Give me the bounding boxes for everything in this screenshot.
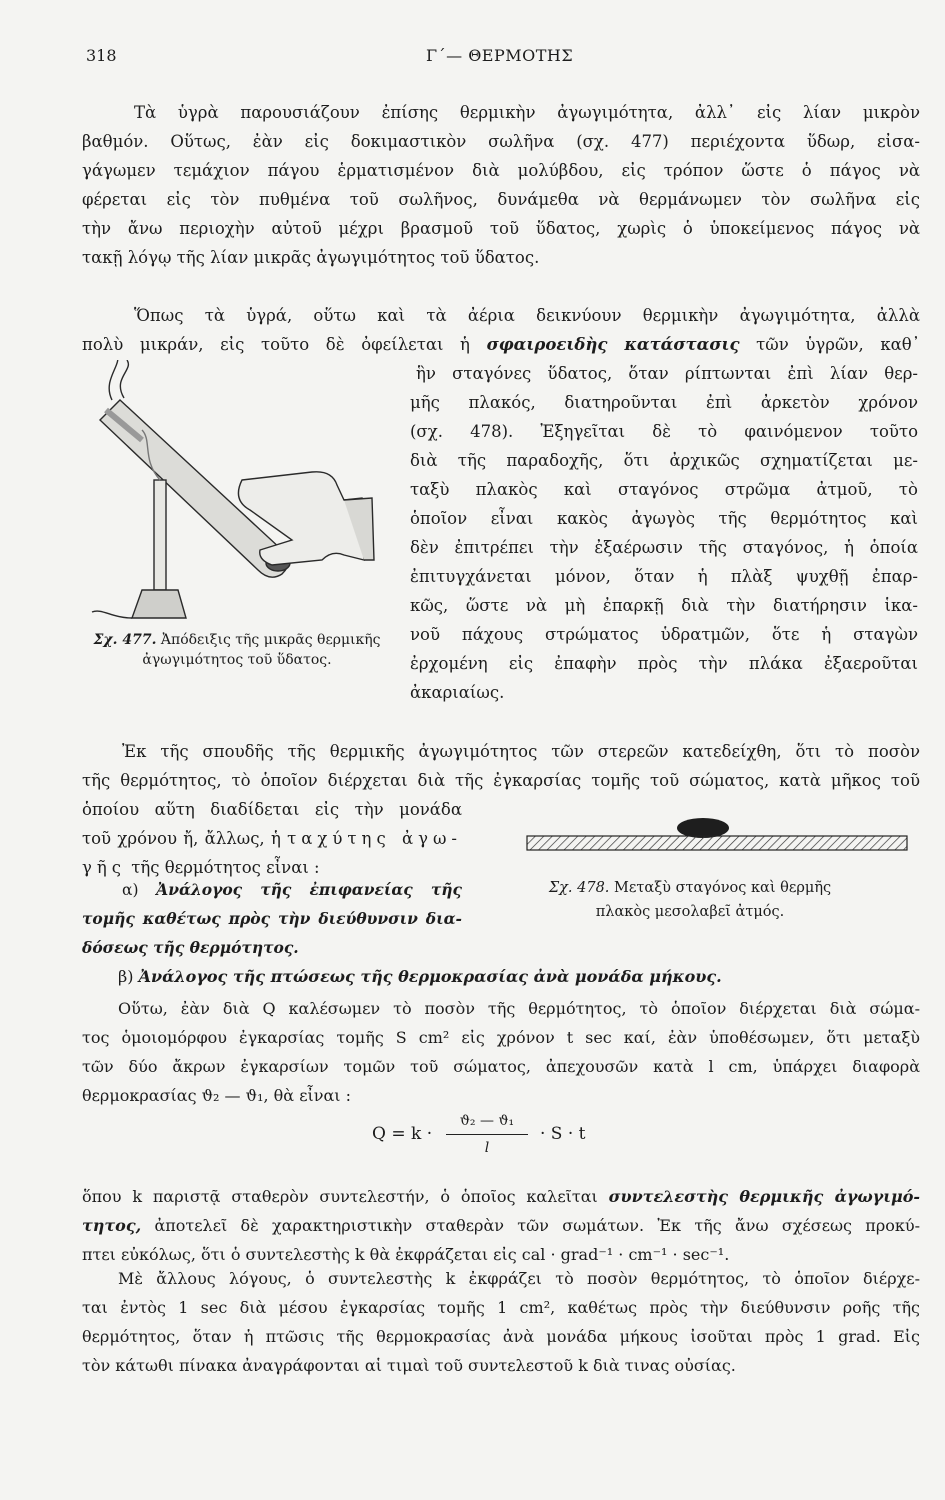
figure-478-caption — [490, 876, 890, 924]
caption-line: πλακὸς μεσολαβεῖ ἀτμός. — [595, 904, 785, 920]
coefficient-term: συντελεστὴς θερμικῆς ἀγωγιμό- — [608, 1187, 920, 1206]
text-line: τομῆς καθέτως πρὸς τὴν διεύθυνσιν δια- — [82, 909, 462, 928]
running-title: Γ΄— ΘΕΡΜΟΤΗΣ — [426, 46, 574, 65]
text-line: θερμοκρασίας ϑ₂ — ϑ₁, θὰ εἶναι : — [82, 1086, 352, 1105]
text-span: πολὺ μικράν, εἰς τοῦτο δὲ ὀφείλεται ἡ — [82, 335, 470, 354]
text-line: πτει εὐκόλως, ὅτι ὁ συντελεστὴς k θὰ ἐκφράζεται εἰς cal · grad⁻¹ · cm⁻¹ · sec⁻¹. — [82, 1245, 730, 1264]
gas-hose — [92, 611, 132, 618]
text-span: ἀποτελεῖ δὲ χαρακτηριστικὴν σταθερὰν τῶν σωμάτων. Ἐκ τῆς ἄνω σχέσεως προκύ- — [154, 1216, 920, 1235]
figure-478-illustration — [525, 812, 910, 860]
text-line — [82, 875, 462, 904]
text-line — [82, 824, 462, 853]
caption-text: Ἀπόδειξις τῆς μικρᾶς θερμικῆς ἀγωγιμότητος τοῦ ὕδατος. — [142, 632, 381, 668]
text-line: Ὅπως τὰ ὑγρά, οὕτω καὶ τὰ ἀέρια δεικνύουν θερμικὴν ἀγωγιμότητα, ἀλλὰ — [134, 306, 920, 325]
text-span: τῆς θερμότητος εἶναι : — [131, 858, 320, 877]
text-span: τοῦ χρόνου ἤ, ἄλλως, ἡ — [82, 829, 281, 848]
formula-fraction — [442, 1110, 532, 1159]
paragraph-gases-column — [410, 359, 918, 707]
text-line: ὁποῖον εἶναι κακὸς ἀγωγὸς τῆς θερμότητος καὶ — [410, 509, 918, 528]
paragraph-coefficient — [82, 1182, 920, 1269]
paragraph-solids — [82, 737, 920, 795]
coefficient-term: τητος, — [82, 1216, 142, 1235]
paragraph-gases — [82, 301, 920, 359]
formula-rhs: · S · t — [540, 1124, 586, 1144]
text-line: Μὲ ἄλλους λόγους, ὁ συντελεστὴς k ἐκφράζει τὸ ποσὸν θερμότητος, τὸ ὁποῖον διέρχε- — [118, 1269, 920, 1288]
text-span: τῶν ὑγρῶν, καθ᾿ — [756, 335, 920, 354]
formula-lhs: Q = k · — [372, 1124, 433, 1144]
item-marker: β) — [118, 967, 134, 986]
text-line: ἣν σταγόνες ὕδατος, ὅταν ρίπτωνται ἐπὶ λίαν θερ- — [416, 364, 918, 383]
figure-label: Σχ. 477. — [93, 632, 157, 648]
page-header — [86, 46, 926, 76]
bunsen-burner-base — [132, 590, 186, 618]
text-line: ὁποίου αὕτη διαδίδεται εἰς τὴν μονάδα — [82, 800, 462, 819]
text-line: νοῦ πάχους στρώματος ὑδρατμῶν, ὅτε ἡ σταγὼν — [410, 625, 918, 644]
text-line: κῶς, ὥστε νὰ μὴ ἐπαρκῇ διὰ τὴν διατήρησιν ἱκα- — [410, 596, 918, 615]
caption-text: Μεταξὺ σταγόνος καὶ θερμῆς — [614, 880, 832, 896]
item-text: Ἀνάλογος τῆς ἐπιφανείας τῆς — [156, 880, 462, 899]
steam-wisp — [120, 360, 128, 398]
item-text: Ἀνάλογος τῆς πτώσεως τῆς θερμοκρασίας ἀνὰ μονάδα μήκους. — [138, 967, 722, 986]
text-line: τῆς θερμότητος, τὸ ὁποῖον διέρχεται διὰ τῆς ἐγκαρσίας τομῆς τοῦ σώματος, κατὰ μῆκος τοῦ — [82, 771, 920, 790]
text-line: ἐρχομένη εἰς ἐπαφὴν πρὸς τὴν πλάκα ἐξαεροῦται — [410, 654, 918, 673]
figure-477-illustration — [82, 360, 412, 640]
conduction-formula — [372, 1110, 632, 1170]
formula-numerator: ϑ₂ — ϑ₁ — [459, 1113, 515, 1129]
formula-denominator: l — [484, 1140, 490, 1156]
figure-477-caption — [82, 630, 392, 670]
paragraph-definition — [82, 994, 920, 1110]
paragraph-liquids — [82, 98, 920, 272]
text-line: Οὕτω, ἐὰν διὰ Q καλέσωμεν τὸ ποσὸν τῆς θερμότητος, τὸ ὁποῖον διέρχεται διὰ σώμα- — [118, 999, 920, 1018]
text-line: τὴν ἄνω περιοχὴν αὐτοῦ μέχρι βρασμοῦ τοῦ ὕδατος, χωρὶς ὁ ὑποκείμενος πάγος νὰ — [82, 219, 920, 238]
paragraph-units — [82, 1264, 920, 1380]
spheroidal-state-term: σφαιροειδὴς κατάστασις — [486, 335, 740, 354]
text-line: τὸν κάτωθι πίνακα ἀναγράφονται αἱ τιμαὶ τοῦ συντελεστοῦ k διὰ τινας οὐσίας. — [82, 1356, 736, 1375]
spaced-term: γῆς — [82, 858, 126, 877]
text-line: δόσεως τῆς θερμότητος. — [82, 938, 299, 957]
item-a — [82, 875, 462, 962]
text-line: δὲν ἐπιτρέπει τὴν ἐξαέρωσιν τῆς σταγόνος, ἡ ὁποία — [410, 538, 918, 557]
text-line: διὰ τῆς παραδοχῆς, ὅτι ἀρχικῶς σχηματίζεται με- — [410, 451, 918, 470]
water-drop — [677, 818, 729, 838]
text-line: (σχ. 478). Ἐξηγεῖται δὲ τὸ φαινόμενον τοῦτο — [410, 422, 918, 441]
text-line: τακῇ λόγῳ τῆς λίαν μικρᾶς ἀγωγιμότητος τοῦ ὕδατος. — [82, 248, 540, 267]
text-span: ὅπου k παριστᾷ σταθερὸν συντελεστήν, ὁ ὁποῖος καλεῖται — [82, 1187, 598, 1206]
text-line: μῆς πλακός, διατηροῦνται ἐπὶ ἀρκετὸν χρόνον — [410, 393, 918, 412]
text-line: θερμότητος, ὅταν ἡ πτῶσις τῆς θερμοκρασίας ἀνὰ μονάδα μήκους ἰσοῦται πρὸς 1 grad. Εἰς — [82, 1327, 920, 1346]
text-line — [82, 1182, 920, 1211]
text-line: γάγωμεν τεμάχιον πάγου ἑρματισμένον διὰ μολύβδου, εἰς τρόπον ὥστε ὁ πάγος νὰ — [82, 161, 920, 180]
item-marker: α) — [122, 881, 139, 899]
text-line — [82, 330, 920, 359]
hot-plate — [527, 836, 907, 850]
caption-line — [490, 876, 890, 900]
text-line: ται ἐντὸς 1 sec διὰ μέσου ἐγκαρσίας τομῆς 1 cm², καθέτως πρὸς τὴν διεύθυνσιν ροῆς τῆς — [82, 1298, 920, 1317]
text-line: βαθμόν. Οὕτως, ἐὰν εἰς δοκιμαστικὸν σωλῆνα (σχ. 477) περιέχοντα ὕδωρ, εἰσα- — [82, 132, 920, 151]
text-line — [82, 1211, 920, 1240]
text-line: ταξὺ πλακὸς καὶ σταγόνος στρῶμα ἀτμοῦ, τὸ — [410, 480, 918, 499]
page-number: 318 — [86, 46, 117, 65]
figure-label: Σχ. 478. — [548, 880, 610, 896]
steam-wisp — [109, 360, 118, 400]
fraction-bar — [446, 1134, 528, 1135]
item-b — [82, 962, 920, 991]
paragraph-solids-column — [82, 795, 462, 882]
text-line — [82, 962, 920, 991]
text-line: ἐπιτυγχάνεται μόνον, ὅταν ἡ πλὰξ ψυχθῇ ἐπαρ- — [410, 567, 918, 586]
text-line: Τὰ ὑγρὰ παρουσιάζουν ἐπίσης θερμικὴν ἀγωγιμότητα, ἀλλ᾿ εἰς λίαν μικρὸν — [134, 103, 920, 122]
bunsen-burner-tube — [154, 480, 166, 590]
spaced-term: ταχύτης ἀγω- — [287, 829, 462, 848]
text-line: τῶν δύο ἄκρων ἐγκαρσίων τομῶν τοῦ σώματος, ἀπεχουσῶν κατὰ l cm, ὑπάρχει διαφορὰ — [82, 1057, 920, 1076]
text-line: τος ὁμοιομόρφου ἐγκαρσίας τομῆς S cm² εἰς χρόνον t sec καί, ἐὰν ὑποθέσωμεν, ὅτι μεταξὺ — [82, 1028, 920, 1047]
text-line: Ἐκ τῆς σπουδῆς τῆς θερμικῆς ἀγωγιμότητος τῶν στερεῶν κατεδείχθη, ὅτι τὸ ποσὸν — [122, 742, 920, 761]
text-line: ἀκαριαίως. — [410, 683, 505, 702]
text-line: φέρεται εἰς τὸν πυθμένα τοῦ σωλῆνος, δυνάμεθα νὰ θερμάνωμεν τὸν σωλῆνα εἰς — [82, 190, 920, 209]
